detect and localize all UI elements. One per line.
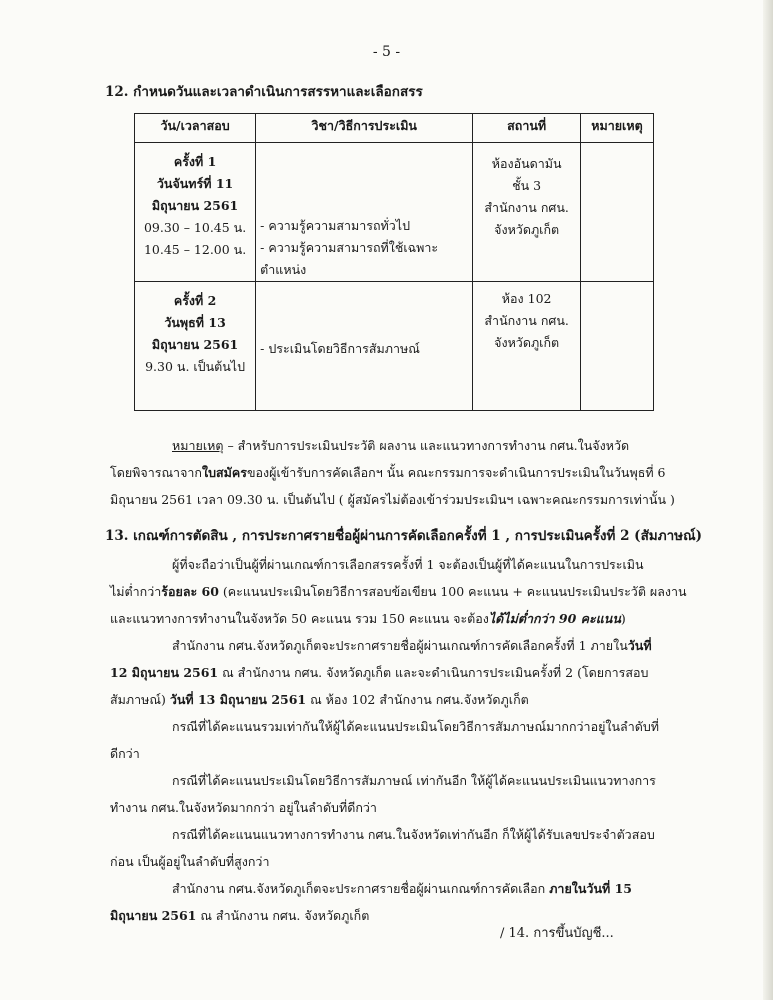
row1-date-cell bbox=[135, 143, 256, 282]
p4-line-1: กรณีที่ได้คะแนนประเมินโดยวิธีการสัมภาษณ์ เท่ากันอีก ให้ผู้ได้คะแนนประเมินแนวทางการ bbox=[172, 773, 656, 788]
row1-day: วันจันทร์ที่ 11 bbox=[156, 176, 234, 191]
row2-subject-cell bbox=[256, 282, 473, 411]
note-line-2: โดยพิจารณาจากใบสมัครของผู้เข้ารับการคัดเลือกฯ นั้น คณะกรรมการจะดำเนินการประเมินในวันพุธที่ 6 bbox=[110, 465, 666, 480]
section-12-heading: 12. กำหนดวันและเวลาดำเนินการสรรหาและเลือกสรร bbox=[105, 84, 423, 100]
p2-line-3: สัมภาษณ์) วันที่ 13 มิถุนายน 2561 ณ ห้อง 102 สำนักงาน กศน.จังหวัดภูเก็ต bbox=[110, 692, 529, 707]
note-paragraph bbox=[110, 432, 675, 513]
row2-round: ครั้งที่ 2 bbox=[173, 293, 217, 308]
row1-place-3: สำนักงาน กศน. bbox=[484, 200, 569, 215]
p5-line-1: กรณีที่ได้คะแนนแนวทางการทำงาน กศน.ในจังหวัดเท่ากันอีก ก็ให้ผู้ได้รับเลขประจำตัวสอบ bbox=[172, 827, 655, 842]
row2-time: 9.30 น. เป็นต้นไป bbox=[145, 359, 246, 374]
row1-place-2: ชั้น 3 bbox=[512, 178, 542, 193]
row2-subject-1: - ประเมินโดยวิธีการสัมภาษณ์ bbox=[260, 341, 420, 356]
p4-line-2: ทำงาน กศน.ในจังหวัดมากกว่า อยู่ในลำดับที่ดีกว่า bbox=[110, 800, 377, 815]
header-place: สถานที่ bbox=[473, 114, 581, 143]
continued-next-page: / 14. การขึ้นบัญชี... bbox=[500, 926, 614, 941]
row2-date-cell bbox=[135, 282, 256, 411]
row2-place-cell bbox=[473, 282, 581, 411]
row2-month: มิถุนายน 2561 bbox=[151, 337, 239, 352]
row2-place-3: จังหวัดภูเก็ต bbox=[494, 335, 560, 350]
p6-line-2: มิถุนายน 2561 ณ สำนักงาน กศน. จังหวัดภูเก็ต bbox=[110, 908, 370, 923]
row2-place-2: สำนักงาน กศน. bbox=[484, 313, 569, 328]
p1-line-1: ผู้ที่จะถือว่าเป็นผู้ที่ผ่านเกณฑ์การเลือกสรรครั้งที่ 1 จะต้องเป็นผู้ที่ได้คะแนนในการประเมิน bbox=[172, 557, 644, 572]
row1-month: มิถุนายน 2561 bbox=[151, 198, 239, 213]
page-number: - 5 - bbox=[372, 44, 401, 60]
p1-line-2: ไม่ต่ำกว่าร้อยละ 60 (คะแนนประเมินโดยวิธีการสอบข้อเขียน 100 คะแนน + คะแนนประเมินประวัติ ผลงาน bbox=[110, 584, 687, 599]
p1-line-3: และแนวทางการทำงานในจังหวัด 50 คะแนน รวม 150 คะแนน จะต้องได้ไม่ต่ำกว่า 90 คะแนน) bbox=[110, 611, 626, 626]
section-13-heading: 13. เกณฑ์การตัดสิน , การประกาศรายชื่อผู้ผ่านการคัดเลือกครั้งที่ 1 , การประเมินครั้งที่ 2 (สัมภาษณ์) bbox=[105, 528, 702, 544]
row2-note-cell bbox=[580, 282, 653, 411]
p5-line-2: ก่อน เป็นผู้อยู่ในลำดับที่สูงกว่า bbox=[110, 854, 270, 869]
header-date: วัน/เวลาสอบ bbox=[135, 114, 256, 143]
p2-line-2: 12 มิถุนายน 2561 ณ สำนักงาน กศน. จังหวัดภูเก็ต และจะดำเนินการประเมินครั้งที่ 2 (โดยการสอบ bbox=[110, 665, 649, 680]
p6-line-1: สำนักงาน กศน.จังหวัดภูเก็ตจะประกาศรายชื่อผู้ผ่านเกณฑ์การคัดเลือก ภายในวันที่ 15 bbox=[172, 881, 632, 896]
p3-line-1: กรณีที่ได้คะแนนรวมเท่ากันให้ผู้ได้คะแนนประเมินโดยวิธีการสัมภาษณ์มากกว่าอยู่ในลำดับที่ bbox=[172, 719, 660, 734]
p3-line-2: ดีกว่า bbox=[110, 746, 140, 761]
row1-subject-1: - ความรู้ความสามารถทั่วไป bbox=[260, 218, 411, 233]
table-header-row bbox=[135, 114, 654, 143]
p2-line-1: สำนักงาน กศน.จังหวัดภูเก็ตจะประกาศรายชื่อผู้ผ่านเกณฑ์การคัดเลือกครั้งที่ 1 ภายในวันที่ bbox=[172, 638, 652, 653]
row1-subject-2: - ความรู้ความสามารถที่ใช้เฉพาะตำแหน่ง bbox=[260, 240, 439, 277]
section-13-body bbox=[110, 551, 687, 929]
schedule-table bbox=[134, 113, 654, 411]
row1-round: ครั้งที่ 1 bbox=[173, 154, 217, 169]
row1-time-2: 10.45 – 12.00 น. bbox=[143, 242, 247, 257]
table-row bbox=[135, 143, 654, 282]
row2-day: วันพุธที่ 13 bbox=[164, 315, 226, 330]
scan-edge bbox=[763, 0, 773, 1000]
note-label: หมายเหตุ bbox=[172, 438, 224, 453]
row1-place-4: จังหวัดภูเก็ต bbox=[494, 222, 560, 237]
note-line-3: มิถุนายน 2561 เวลา 09.30 น. เป็นต้นไป ( ผู้สมัครไม่ต้องเข้าร่วมประเมินฯ เฉพาะคณะกรรมการเท่านั้น ) bbox=[110, 492, 675, 507]
row1-note-cell bbox=[580, 143, 653, 282]
table-row bbox=[135, 282, 654, 411]
row1-place-1: ห้องอันดามัน bbox=[491, 156, 562, 171]
note-line-1: หมายเหตุ – สำหรับการประเมินประวัติ ผลงาน และแนวทางการทำงาน กศน.ในจังหวัด bbox=[172, 438, 630, 453]
row2-place-1: ห้อง 102 bbox=[501, 291, 552, 306]
header-subject: วิชา/วิธีการประเมิน bbox=[256, 114, 473, 143]
header-note: หมายเหตุ bbox=[580, 114, 653, 143]
row1-place-cell bbox=[473, 143, 581, 282]
row1-time-1: 09.30 – 10.45 น. bbox=[143, 220, 247, 235]
row1-subject-cell bbox=[256, 143, 473, 282]
